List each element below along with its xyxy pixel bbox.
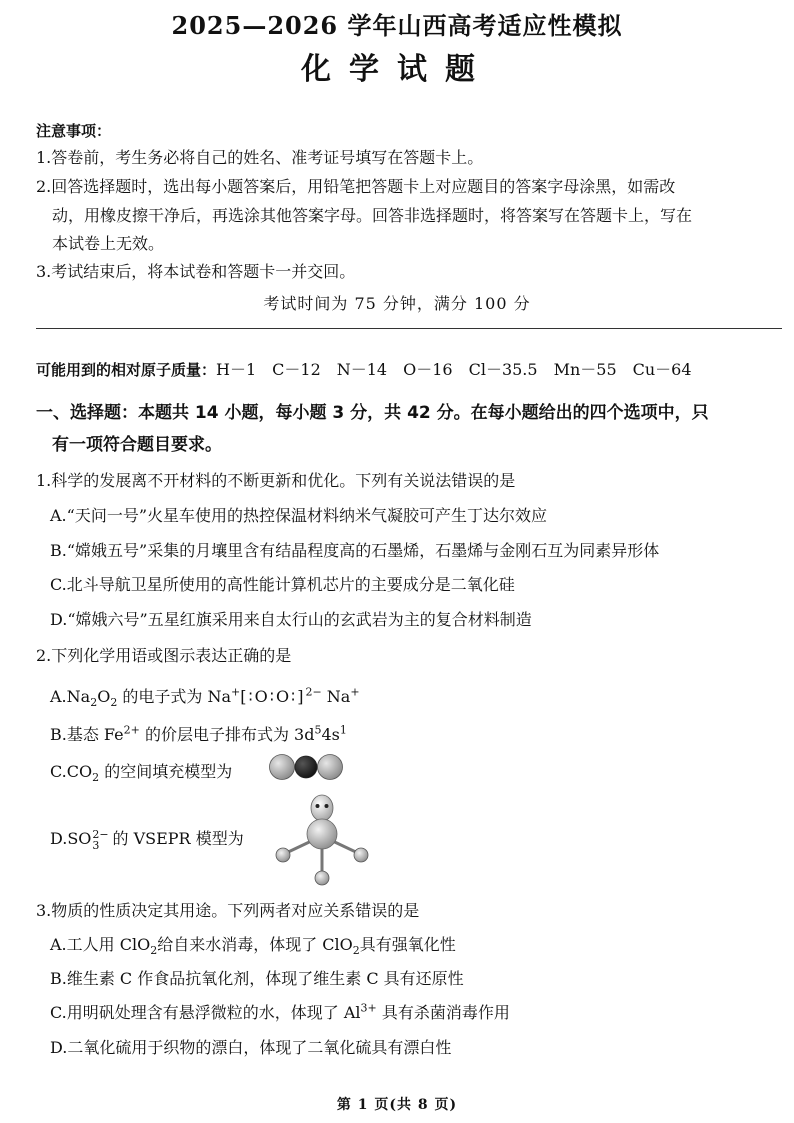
notice-line-1: 1.答卷前，考生务必将自己的姓名、准考证号填写在答题卡上。 (36, 148, 484, 167)
notice-line-2: 2.回答选择题时，选出每小题答案后，用铅笔把答题卡上对应题目的答案字母涂黑，如需改 (36, 177, 676, 196)
notice-line-5: 3.考试结束后，将本试卷和答题卡一并交回。 (36, 262, 356, 281)
q2-option-c: $C.CO_2$ 的空间填充模型为 (50, 762, 233, 785)
notice-line-3: 动，用橡皮擦干净后，再选涂其他答案字母。回答非选择题时，将答案写在答题卡上，写在 (52, 206, 693, 225)
atomic-masses (36, 357, 692, 380)
q2-option-a: $A.Na_2O_2$ 的电子式为 Na+[∶O∶O∶]$^{2-}$ Na+ (50, 685, 360, 710)
q2-stem: 2.下列化学用语或图示表达正确的是 (36, 646, 292, 665)
exam-info: 考试时间为 75 分钟，满分 100 分 (263, 294, 531, 313)
q2-option-d: D.SO 2− 3 的 VSEPR 模型为 (50, 828, 244, 852)
co2-space-filling-model-icon (268, 752, 344, 782)
q3-stem: 3.物质的性质决定其用途。下列两者对应关系错误的是 (36, 901, 420, 920)
q3-option-a: A.工人用 ClO$_2$给自来水消毒，体现了 ClO$_2$具有强氧化性 (50, 935, 456, 958)
q1-stem: 1.科学的发展离不开材料的不断更新和优化。下列有关说法错误的是 (36, 471, 516, 490)
q1-option-b: B.“嫦娥五号”采集的月壤里含有结晶程度高的石墨烯，石墨烯与金刚石互为同素异形体 (50, 541, 660, 560)
q1-option-c: C.北斗导航卫星所使用的高性能计算机芯片的主要成分是二氧化硅 (50, 575, 515, 594)
q2-option-b: B.基态 $Fe^{2+}$ 的价层电子排布式为 $3d^54s^1$ (50, 723, 347, 744)
divider (36, 328, 782, 329)
electron-dot-bracket: [∶O∶O∶] (240, 687, 306, 706)
q3-option-c: C.用明矾处理含有悬浮微粒的水，体现了 $Al^{3+}$ 具有杀菌消毒作用 (50, 1001, 510, 1022)
q3-option-b: B.维生素 C 作食品抗氧化剂，体现了维生素 C 具有还原性 (50, 969, 464, 988)
q3-option-d: D.二氧化硫用于织物的漂白，体现了二氧化硫具有漂白性 (50, 1038, 452, 1057)
section-title-line-1: 一、选择题：本题共 14 小题，每小题 3 分，共 42 分。在每小题给出的四个选项中，只 (36, 403, 709, 423)
section-title-line-2: 有一项符合题目要求。 (52, 435, 222, 455)
notice-heading: 注意事项： (36, 122, 112, 140)
q1-option-a: A.“天问一号”火星车使用的热控保温材料纳米气凝胶可产生丁达尔效应 (50, 506, 548, 525)
exam-title: 2025—2026 学年山西高考适应性模拟 (171, 11, 623, 40)
subject-title: 化学试题 (301, 52, 493, 87)
so3-vsepr-model-icon (270, 792, 374, 888)
q1-option-d: D.“嫦娥六号”五星红旗采用来自太行山的玄武岩为主的复合材料制造 (50, 610, 532, 629)
atomic-masses-values: H－1 C－12 N－14 O－16 Cl－35.5 Mn－55 Cu－64 (216, 360, 692, 379)
atomic-masses-label: 可能用到的相对原子质量： (36, 361, 217, 379)
page-number: 第 1 页(共 8 页) (336, 1097, 458, 1113)
notice-line-4: 本试卷上无效。 (52, 234, 165, 253)
